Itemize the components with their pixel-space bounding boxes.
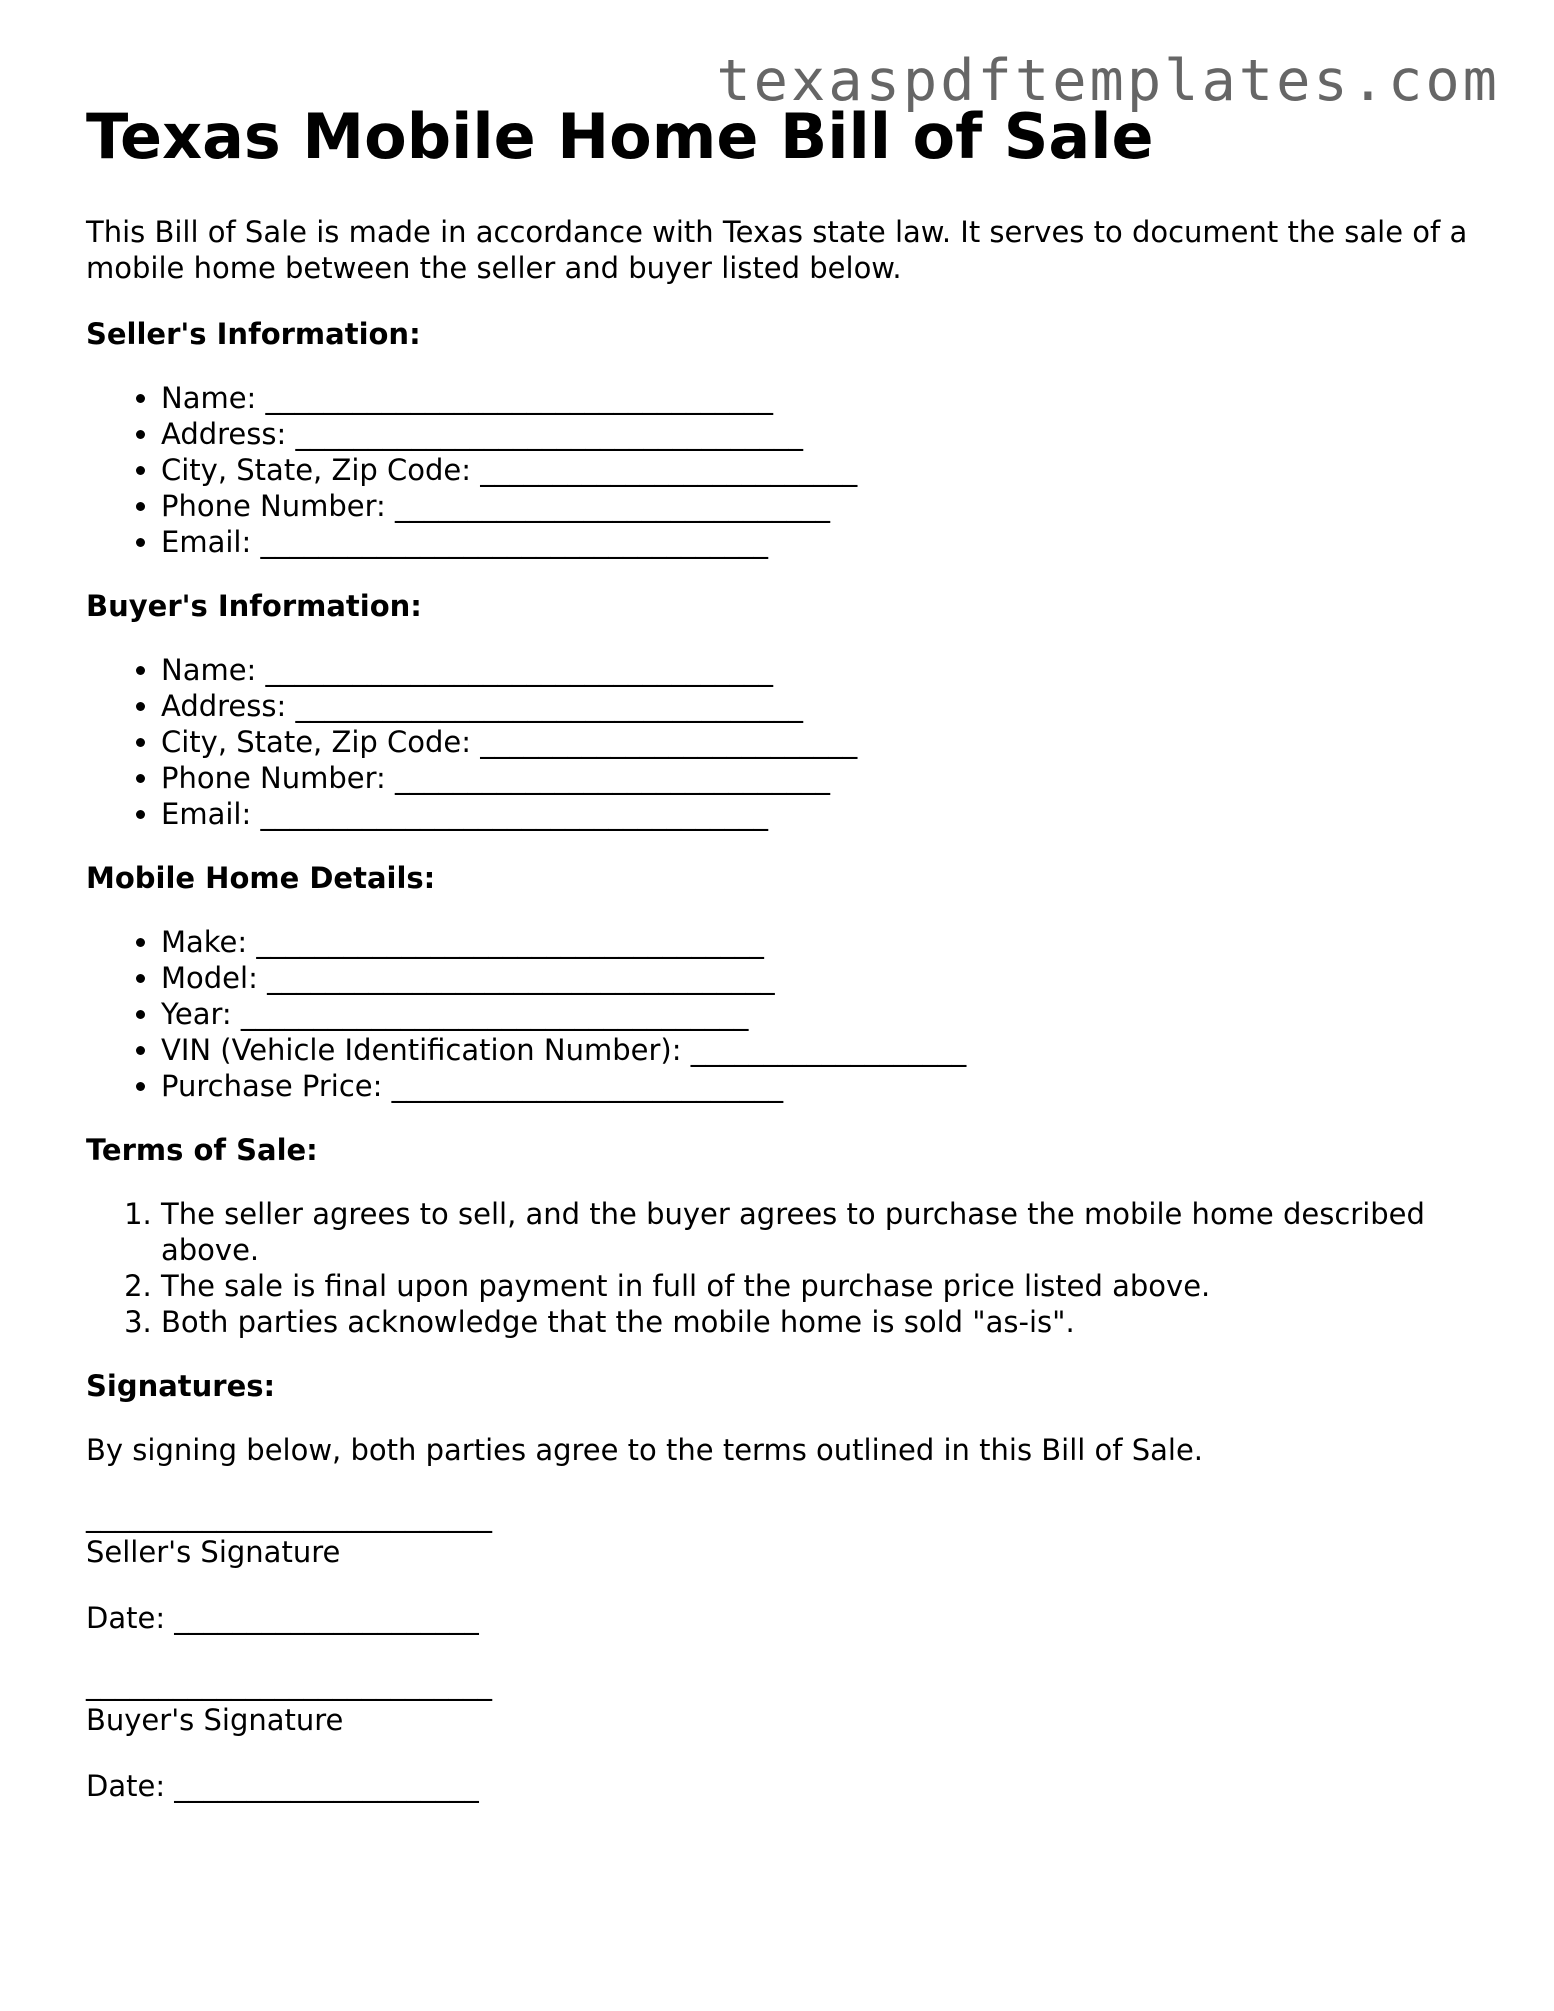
home-year-field[interactable]: • Year: ___________________________________ (161, 996, 1486, 1032)
buyer-city-state-zip-field[interactable]: • City, State, Zip Code: __________________________ (161, 724, 1486, 760)
buyer-date-field[interactable]: Date: _____________________ (86, 1769, 479, 1804)
terms-item: 3. Both parties acknowledge that the mobile home is sold "as-is". (161, 1304, 1486, 1340)
terms-item: 2. The sale is final upon payment in full of the purchase price listed above. (161, 1268, 1486, 1304)
seller-heading: Seller's Information: (86, 317, 421, 352)
watermark: texaspdftemplates.com (716, 48, 1500, 114)
buyer-name-field[interactable]: • Name: ___________________________________ (161, 652, 1486, 688)
terms-item: 1. The seller agrees to sell, and the buyer agrees to purchase the mobile home described above. (161, 1196, 1486, 1268)
home-make-field[interactable]: • Make: ___________________________________ (161, 924, 1486, 960)
signatures-statement: By signing below, both parties agree to the terms outlined in this Bill of Sale. (86, 1433, 1204, 1468)
seller-signature-line[interactable]: ____________________________ (86, 1499, 492, 1534)
seller-name-field[interactable]: • Name: ___________________________________ (161, 380, 1486, 416)
home-price-field[interactable]: • Purchase Price: ___________________________ (161, 1068, 1486, 1104)
signatures-heading: Signatures: (86, 1369, 276, 1404)
terms-heading: Terms of Sale: (86, 1133, 318, 1168)
seller-city-state-zip-field[interactable]: • City, State, Zip Code: __________________________ (161, 452, 1486, 488)
buyer-email-field[interactable]: • Email: ___________________________________ (161, 796, 1486, 832)
seller-address-field[interactable]: • Address: ___________________________________ (161, 416, 1486, 452)
document-page (86, 100, 1486, 1834)
home-details-heading: Mobile Home Details: (86, 861, 436, 896)
buyer-fields-list (86, 652, 1486, 832)
document-title: Texas Mobile Home Bill of Sale (86, 100, 1154, 173)
seller-email-field[interactable]: • Email: ___________________________________ (161, 524, 1486, 560)
buyer-signature-line[interactable]: ____________________________ (86, 1667, 492, 1702)
home-model-field[interactable]: • Model: ___________________________________ (161, 960, 1486, 996)
buyer-phone-field[interactable]: • Phone Number: ______________________________ (161, 760, 1486, 796)
buyer-signature-label: Buyer's Signature (86, 1703, 344, 1738)
terms-list (86, 1196, 1486, 1340)
home-fields-list (86, 924, 1486, 1104)
seller-signature-label: Seller's Signature (86, 1535, 341, 1570)
buyer-address-field[interactable]: • Address: ___________________________________ (161, 688, 1486, 724)
seller-date-field[interactable]: Date: _____________________ (86, 1601, 479, 1636)
home-vin-field[interactable]: • VIN (Vehicle Identification Number): ___________________ (161, 1032, 1486, 1068)
intro-paragraph: This Bill of Sale is made in accordance with Texas state law. It serves to document the sale of a mobile home between the seller and buyer listed below. (86, 215, 1468, 286)
seller-fields-list (86, 380, 1486, 560)
buyer-heading: Buyer's Information: (86, 589, 422, 624)
seller-phone-field[interactable]: • Phone Number: ______________________________ (161, 488, 1486, 524)
